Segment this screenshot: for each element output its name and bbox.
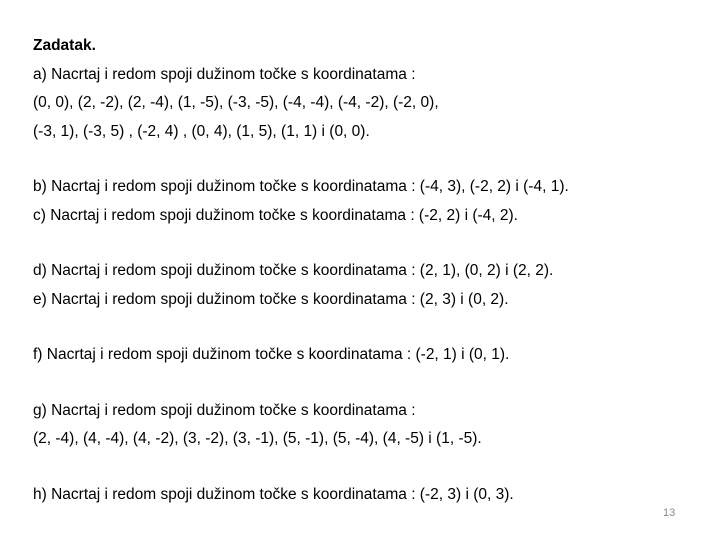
task-b: b) Nacrtaj i redom spoji dužinom točke s koordinatama : (-4, 3), (-2, 2) i (-4, 1). — [33, 178, 569, 195]
task-c: c) Nacrtaj i redom spoji dužinom točke s koordinatama : (-2, 2) i (-4, 2). — [33, 206, 518, 224]
spacer — [33, 146, 693, 173]
task-d: d) Nacrtaj i redom spoji dužinom točke s koordinatama : (2, 1), (0, 2) i (2, 2). — [33, 262, 554, 279]
task-a-line-2: (0, 0), (2, -2), (2, -4), (1, -5), (-3, -5), (-4, -4), (-4, -2), (-2, 0), — [33, 94, 439, 111]
task-g-line-1: g) Nacrtaj i redom spoji dužinom točke s koordinatama : — [33, 401, 416, 419]
spacer — [33, 314, 693, 341]
task-h: h) Nacrtaj i redom spoji dužinom točke s koordinatama : (-2, 3) i (0, 3). — [33, 485, 514, 503]
slide-content — [33, 32, 693, 509]
spacer — [33, 230, 693, 257]
task-a-line-3: (-3, 1), (-3, 5) , (-2, 4) , (0, 4), (1, 5), (1, 1) i (0, 0). — [33, 122, 370, 140]
task-e: e) Nacrtaj i redom spoji dužinom točke s koordinatama : (2, 3) i (0, 2). — [33, 290, 509, 308]
task-g-line-2: (2, -4), (4, -4), (4, -2), (3, -2), (3, -1), (5, -1), (5, -4), (4, -5) i (1, -5). — [33, 430, 482, 447]
slide-title: Zadatak. — [33, 37, 96, 54]
task-a-line-1: a) Nacrtaj i redom spoji dužinom točke s koordinatama : — [33, 65, 416, 83]
page-number: 13 — [663, 507, 676, 519]
spacer — [33, 454, 693, 481]
spacer — [33, 370, 693, 397]
task-f: f) Nacrtaj i redom spoji dužinom točke s koordinatama : (-2, 1) i (0, 1). — [33, 346, 510, 363]
